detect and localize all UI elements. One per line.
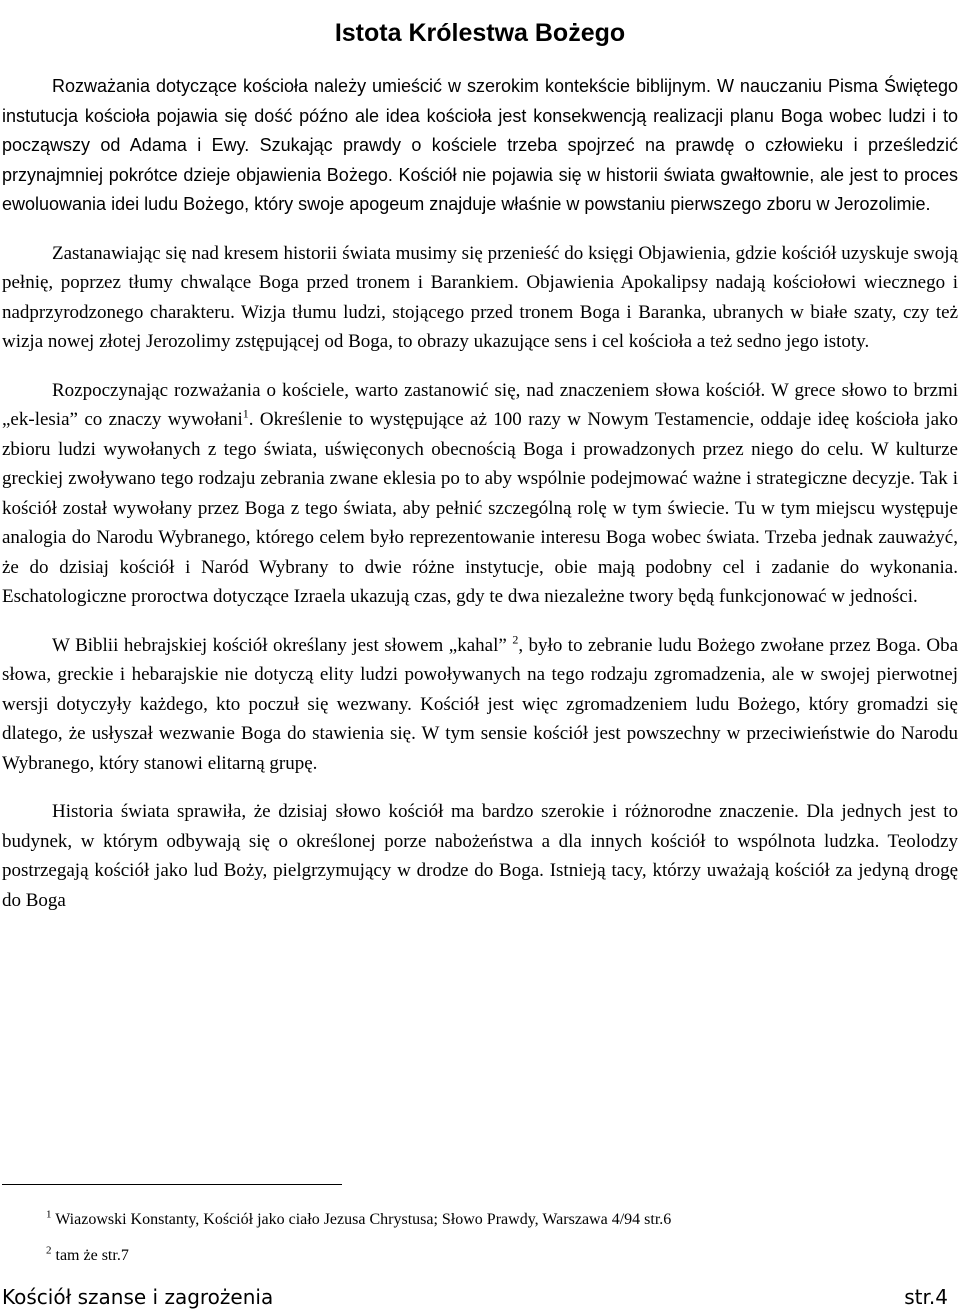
footnote-2-text: tam że str.7 [55,1247,129,1264]
paragraph-4-text-b: , było to zebranie ludu Bożego zwołane przez Boga. Oba słowa, greckie i hebarajskie nie dotyczą elity ludzi powoływanych na tego rodzaju zgromadzenia, ale w swojej pierwotnej wersji dotyczyły każdego, kto poczuł się wezwany. Kościół jest więc zgromadzeniem ludu Bożego, który gromadzi się dlatego, że usłyszał wezwanie Boga do stawienia się. W tym sensie kościół jest powszechny w przeciwieństwie do Narodu Wybranego, który stanowi elitarną grupę. [2,634,958,774]
footnote-2 [46,1246,129,1266]
footnote-1-number: 1 [46,1208,52,1221]
paragraph-1-text: Rozważania dotyczące kościoła należy umieścić w szerokim kontekście biblijnym. W nauczaniu Pisma Świętego instutucja kościoła pojawia się dość późno ale idea kościoła jest konsekwencją realizacji planu Boga wobec ludzi i to począwszy od Adama i Ewy. Szukając prawdy o kościele trzeba spojrzeć na prawdę o człowieku i prześledzić przynajmniej pokrótce dzieje objawienia Bożego. Kościół nie pojawia się w historii świata gwałtownie, ale jest to proces ewoluowania idei ludu Bożego, który swoje apogeum znajduje właśnie w powstaniu pierwszego zboru w Jerozolimie. [2,76,958,214]
paragraph-1 [2,72,958,220]
paragraph-4 [2,631,958,779]
footnote-1 [46,1210,671,1230]
page-title: Istota Królestwa Bożego [334,18,626,47]
paragraph-4-text-a: W Biblii hebrajskiej kościół określany jest słowem „kahal” [52,634,507,656]
footnote-separator [2,1184,342,1185]
paragraph-3-text-b: . Określenie to występujące aż 100 razy w Nowym Testamencie, oddaje ideę kościoła jako zbioru ludzi wywołanych z tego świata, uświęconych obecnością Boga i prowadzonych przez niego do celu. W kulturze greckiej zwoływano tego rodzaju zebrania zwane eklesia po to aby wspólnie podejmować ważne i strategiczne decyzje. Tak i kościół został wywołany przez Boga z tego świata, aby pełnić szczególną rolę w tym świecie. Tu w tym miejscu występuje analogia do Narodu Wybranego, którego celem było reprezentowanie interesu Boga wobec świata. Trzeba jednak zauważyć, że do dzisiaj kościół i Naród Wybrany to dwie różne instytucje, obie mają podobny cel i zadanie do wykonania. Eschatologiczne proroctwa dotyczące Izraela ukazują czas, gdy te dwa niezależne twory będą funkcjonować w jedności. [2,409,959,607]
page-number: str.4 [904,1285,948,1309]
footer-title: Kościół szanse i zagrożenia [2,1285,274,1309]
footnote-2-number: 2 [46,1244,52,1257]
page-footer [2,1283,948,1311]
paragraph-5: Historia świata sprawiła, że dzisiaj słowo kościół ma bardzo szerokie i różnorodne znaczenie. Dla jednych jest to budynek, w którym odbywają się o określonej porze nabożeństwa a dla innych kościół to wspólnota ludzka. Teolodzy postrzegają kościół jako lud Boży, pielgrzymujący w drodze do Boga. Istnieją tacy, którzy uważają kościół za jedyną drogę do Boga [2,801,958,911]
paragraph-2: Zastanawiając się nad kresem historii świata musimy się przenieść do księgi Objawienia, gdzie kościół uzyskuje swoją pełnię, poprzez tłumy chwalące Boga przed tronem i Barankiem. Objawienia Apokalipsy nadają kościołowi wiecznego i nadprzyrodzonego charakteru. Wizja tłumu ludzi, stojącego przed tronem Boga i Baranka, ubranych w białe szaty, czy też wizja nowej złotej Jerozolimy zstępującej od Boga, to obrazy ukazujące sens i cel kościoła a też sedno jego istoty. [2,242,958,352]
footnote-ref-1[interactable]: 1 [242,406,249,421]
footnote-1-text: Wiazowski Konstanty, Kościół jako ciało Jezusa Chrystusa; Słowo Prawdy, Warszawa 4/94 str.6 [55,1211,672,1228]
footnote-ref-2[interactable]: 2 [512,632,519,647]
paragraph-3 [2,376,958,612]
document-body [2,72,958,934]
paragraph-3-text-a: Rozpoczynając rozważania o kościele, warto zastanowić się, nad znaczeniem słowa kościół. W grece słowo to brzmi „ek-lesia” co znaczy wywołani [2,379,958,430]
